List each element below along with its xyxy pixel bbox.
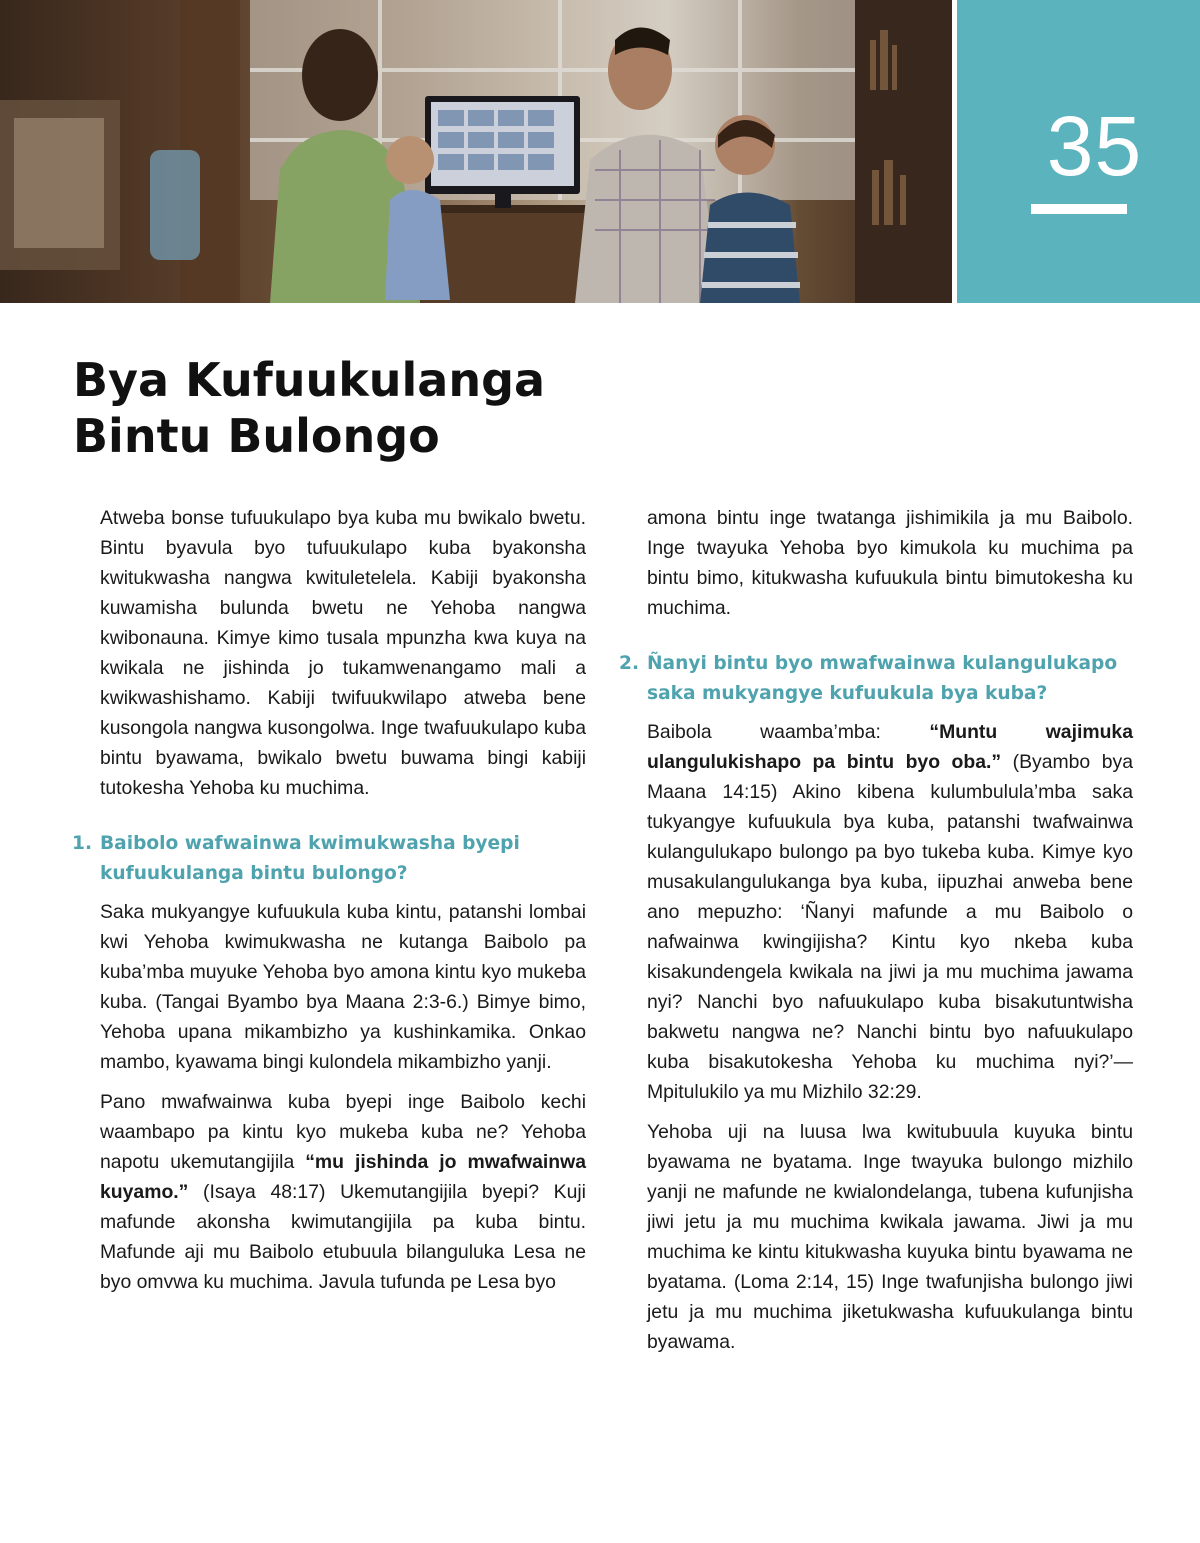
family-computer-illustration [0,0,952,303]
question-2-number: 2. [619,653,640,674]
section-1-paragraph-2-continued: amona bintu inge twatanga jishimikila ja mu Baibolo. Inge twayuka Yehoba byo kimukola ku muchima pa bintu bimo, kitukwasha kufuukula bintu bimutokesha ku muchima. [647,507,1133,619]
section-2-paragraph-1-start: Baibola waamba’mba: [647,721,930,743]
question-1 [72,829,586,889]
section-1-paragraph-2-rest: (Isaya 48:17) Ukemutangijila byepi? Kuji mafunde akonsha kwimutangijila pa kuba bintu. Mafunde aji mu Baibolo etubuula bilanguluka Lesa ne byo omvwa ku muchima. Javula tufunda pe Lesa byo [100,1181,586,1293]
section-1-quote: “mu jishinda jo mwafwainwa kuyamo.” [100,1151,586,1203]
chapter-number-box [957,0,1200,303]
page-title-line-1: Bya Kufuukulanga [73,353,546,407]
section-2-quote: “Muntu wajimuka ulangulukishapo pa bintu byo oba.” [647,721,1133,773]
question-2 [619,649,1133,709]
question-1-number: 1. [72,833,93,854]
page-title [73,352,773,464]
header-photo [0,0,952,303]
section-2-paragraph-1-rest: (Byambo bya Maana 14:15) Akino kibena kulumbulula’mba saka tukyangye kufuukula bya kuba, patanshi twafwainwa kulangulukapo bulongo pa byo tukeba kuba. Kimye kyo musakulangulukanga bya kuba, iipuzhai anweba bene ano mepuzho: ‘Ñanyi mafunde a mu Baibolo o nafwainwa kwingijisha? Kintu kyo nkeba kuba kisakundengela kwikala na jiwi ja mu muchima jawama nyi? Nanchi byo nafuukulapo kuba bisakutuntwisha bakwetu nangwa ne? Nanchi bintu byo nafuukulapo kuba bisakutokesha Yehoba ku muchima nyi?’—Mpitulukilo ya mu Mizhilo 32:29. [647,751,1133,1103]
section-1-paragraph-1: Saka mukyangye kufuukula kuba kintu, patanshi lombai kwi Yehoba kwimukwasha ne kutanga Baibolo pa kuba’mba muyuke Yehoba byo amona kintu kyo mukeba kuba. (Tangai Byambo bya Maana 2:3-6.) Bimye bimo, Yehoba upana mikambizho ya kushinkamika. Onkao mambo, kyawama bingi kulondela mikambizho yanji. [100,901,586,1073]
left-column [72,503,586,1307]
section-2-paragraph-2: Yehoba uji na luusa lwa kwitubuula kuyuka bintu byawama ne byatama. Inge twayuka bulongo mizhilo yanji ne mafunde ne kwialondelanga, tubena kufunjisha jiwi jetu ja mu muchima kwikala jawama. Jiwi ja mu muchima ke kintu kitukwasha kuyuka bintu byawama ne byatama. (Loma 2:14, 15) Inge twafunjisha bulongo jiwi jetu ja mu muchima jiketukwasha kufuukulanga bintu byawama. [647,1121,1133,1353]
page-title-line-2: Bintu Bulongo [73,409,440,463]
chapter-underline [1031,204,1127,214]
chapter-number: 35 [1046,99,1143,193]
section-1-paragraph-2-start: Pano mwafwainwa kuba byepi inge Baibolo kechi waambapo pa kintu kyo mukeba kuba ne? Yehoba napotu ukemutangijila [100,1091,586,1173]
section-2-paragraph-1 [647,717,1133,1107]
question-2-text: Ñanyi bintu byo mwafwainwa kulangulukapo saka mukyangye kufuukula bya kuba? [647,653,1118,704]
intro-paragraph: Atweba bonse tufuukulapo bya kuba mu bwikalo bwetu. Bintu byavula byo tufuukulapo kuba byakonsha kwitukwasha nangwa kwituletelela. Kabiji byakonsha kuwamisha bulunda bwetu ne Yehoba nangwa kwibonauna. Kimye kimo tusala mpunzha kwa kuya na kwikala ne jishinda jo tukamwenangamo mali a kwikwashishamo. Kabiji twifuukwilapo atweba bene kusongola nangwa kusongolwa. Inge twafuukulapo kuba bintu byawama, bwikalo bwetu buwama bingi kabiji tutokesha Yehoba ku muchima. [100,507,586,799]
section-1-paragraph-2 [100,1087,586,1297]
question-1-text: Baibolo wafwainwa kwimukwasha byepi kufuukulanga bintu bulongo? [100,833,520,884]
right-column [619,503,1133,1367]
